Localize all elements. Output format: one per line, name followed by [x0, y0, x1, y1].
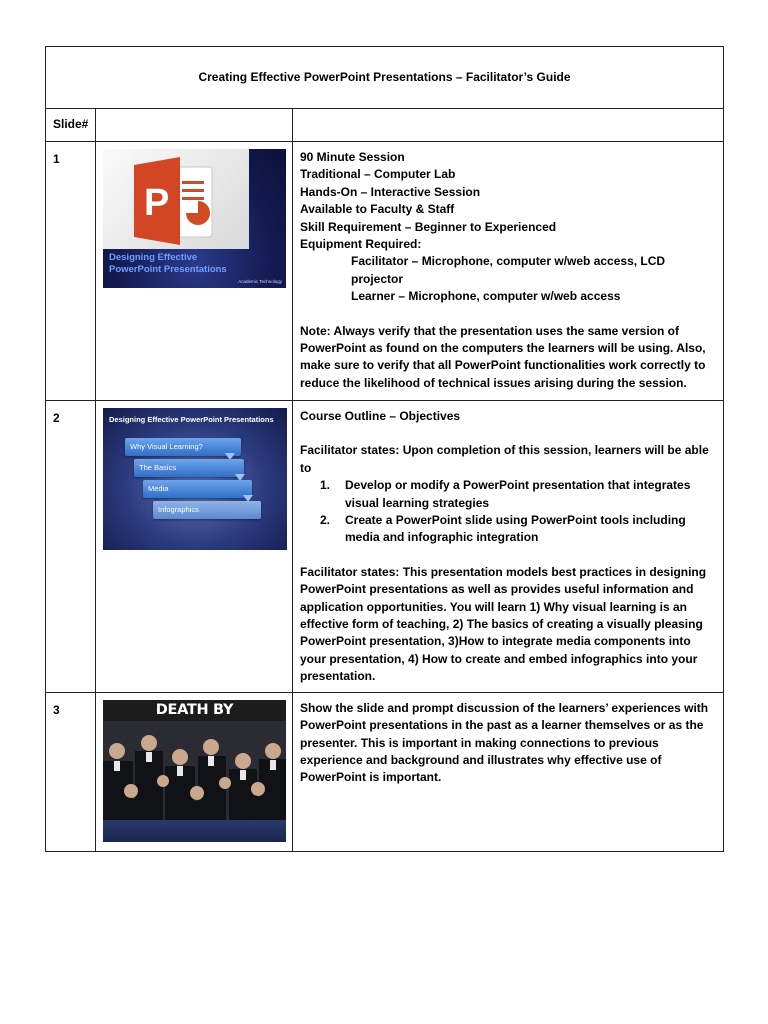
- slide-notes: [293, 692, 724, 851]
- slide-number: 1: [46, 142, 96, 401]
- notes-body: Facilitator states: This presentation models best practices in designing PowerPoint presentations as well as provides useful information and application opportunities. You will learn 1) Why visual learning is an effective form of teaching, 2) The basics of creating a visually pleasing PowerPoint presentation, 3)How to integrate media components into your presentation, 4) How to create and embed infographics into your presentation.: [300, 564, 707, 684]
- notes-intro: Facilitator states: Upon completion of this session, learners will be able to: [300, 443, 709, 475]
- slide-title: Designing Effective PowerPoint Presentations: [109, 415, 274, 424]
- notes-heading: Course Outline – Objectives: [300, 409, 461, 423]
- svg-text:P: P: [144, 182, 170, 224]
- crowd-photo: [103, 721, 286, 820]
- powerpoint-logo-icon: [134, 157, 218, 245]
- note-line: Available to Faculty & Staff: [300, 202, 455, 217]
- list-item: 1. Develop or modify a PowerPoint presentation that integrates visual learning strategies: [320, 478, 691, 510]
- notes-header: [293, 109, 724, 142]
- objectives-list: [300, 477, 717, 547]
- slide-number-header: Slide#: [46, 109, 96, 142]
- outline-step: Infographics: [153, 501, 261, 519]
- outline-step: Media: [143, 480, 252, 498]
- slide-number: 3: [46, 692, 96, 851]
- equipment-line: Learner – Microphone, computer w/web access: [351, 289, 621, 304]
- note-line: Equipment Required:: [300, 237, 422, 252]
- table-row: [46, 142, 724, 401]
- slide-title-line-1: Designing Effective: [109, 252, 198, 263]
- facilitator-guide-table: [45, 46, 724, 852]
- outline-step: The Basics: [134, 459, 244, 477]
- slide-title-area: [103, 149, 249, 249]
- table-row: [46, 401, 724, 693]
- list-item: 2. Create a PowerPoint slide using PowerPoint tools including media and infographic integration: [320, 513, 686, 545]
- equipment-line: Facilitator – Microphone, computer w/web access, LCD projector: [351, 254, 666, 286]
- document-title: Creating Effective PowerPoint Presentations – Facilitator’s Guide: [46, 47, 724, 109]
- slide-thumbnail-3: [103, 700, 286, 842]
- slide-notes: [293, 401, 724, 693]
- slide-number: 2: [46, 401, 96, 693]
- slide-thumbnail-1: [103, 149, 286, 288]
- notes-body: Show the slide and prompt discussion of the learners’ experiences with PowerPoint presentations in the past as a learner themselves or as the presenter. This is important in making connections to previous experience and background and illustrates why effective use of PowerPoint is important.: [300, 700, 709, 785]
- slide-thumbnail-cell: [96, 401, 293, 693]
- slide-thumbnail-cell: [96, 692, 293, 851]
- outline-step: Why Visual Learning?: [125, 438, 241, 456]
- slide-thumbnail-cell: [96, 142, 293, 401]
- note-line: Hands-On – Interactive Session: [300, 184, 481, 199]
- table-row: [46, 692, 724, 851]
- slide-notes: [293, 142, 724, 401]
- thumbnail-header: [96, 109, 293, 142]
- note-line: 90 Minute Session: [300, 150, 405, 164]
- note-line: Traditional – Computer Lab: [300, 167, 456, 182]
- slide-banner: DEATH BY: [103, 700, 286, 721]
- note-line: Skill Requirement – Beginner to Experienced: [300, 219, 557, 234]
- slide-thumbnail-2: [103, 408, 287, 550]
- slide-footer-bar: [103, 820, 286, 842]
- note-paragraph: Note: Always verify that the presentation uses the same version of PowerPoint as found on the computers the learners will be using. Also, make sure to verify that all PowerPoint functionalities work correctly to reduce the likelihood of technical issues arising during the session.: [300, 323, 706, 390]
- slide-title-line-2: PowerPoint Presentations: [109, 264, 227, 275]
- slide-footer: Academic Technology: [238, 279, 282, 284]
